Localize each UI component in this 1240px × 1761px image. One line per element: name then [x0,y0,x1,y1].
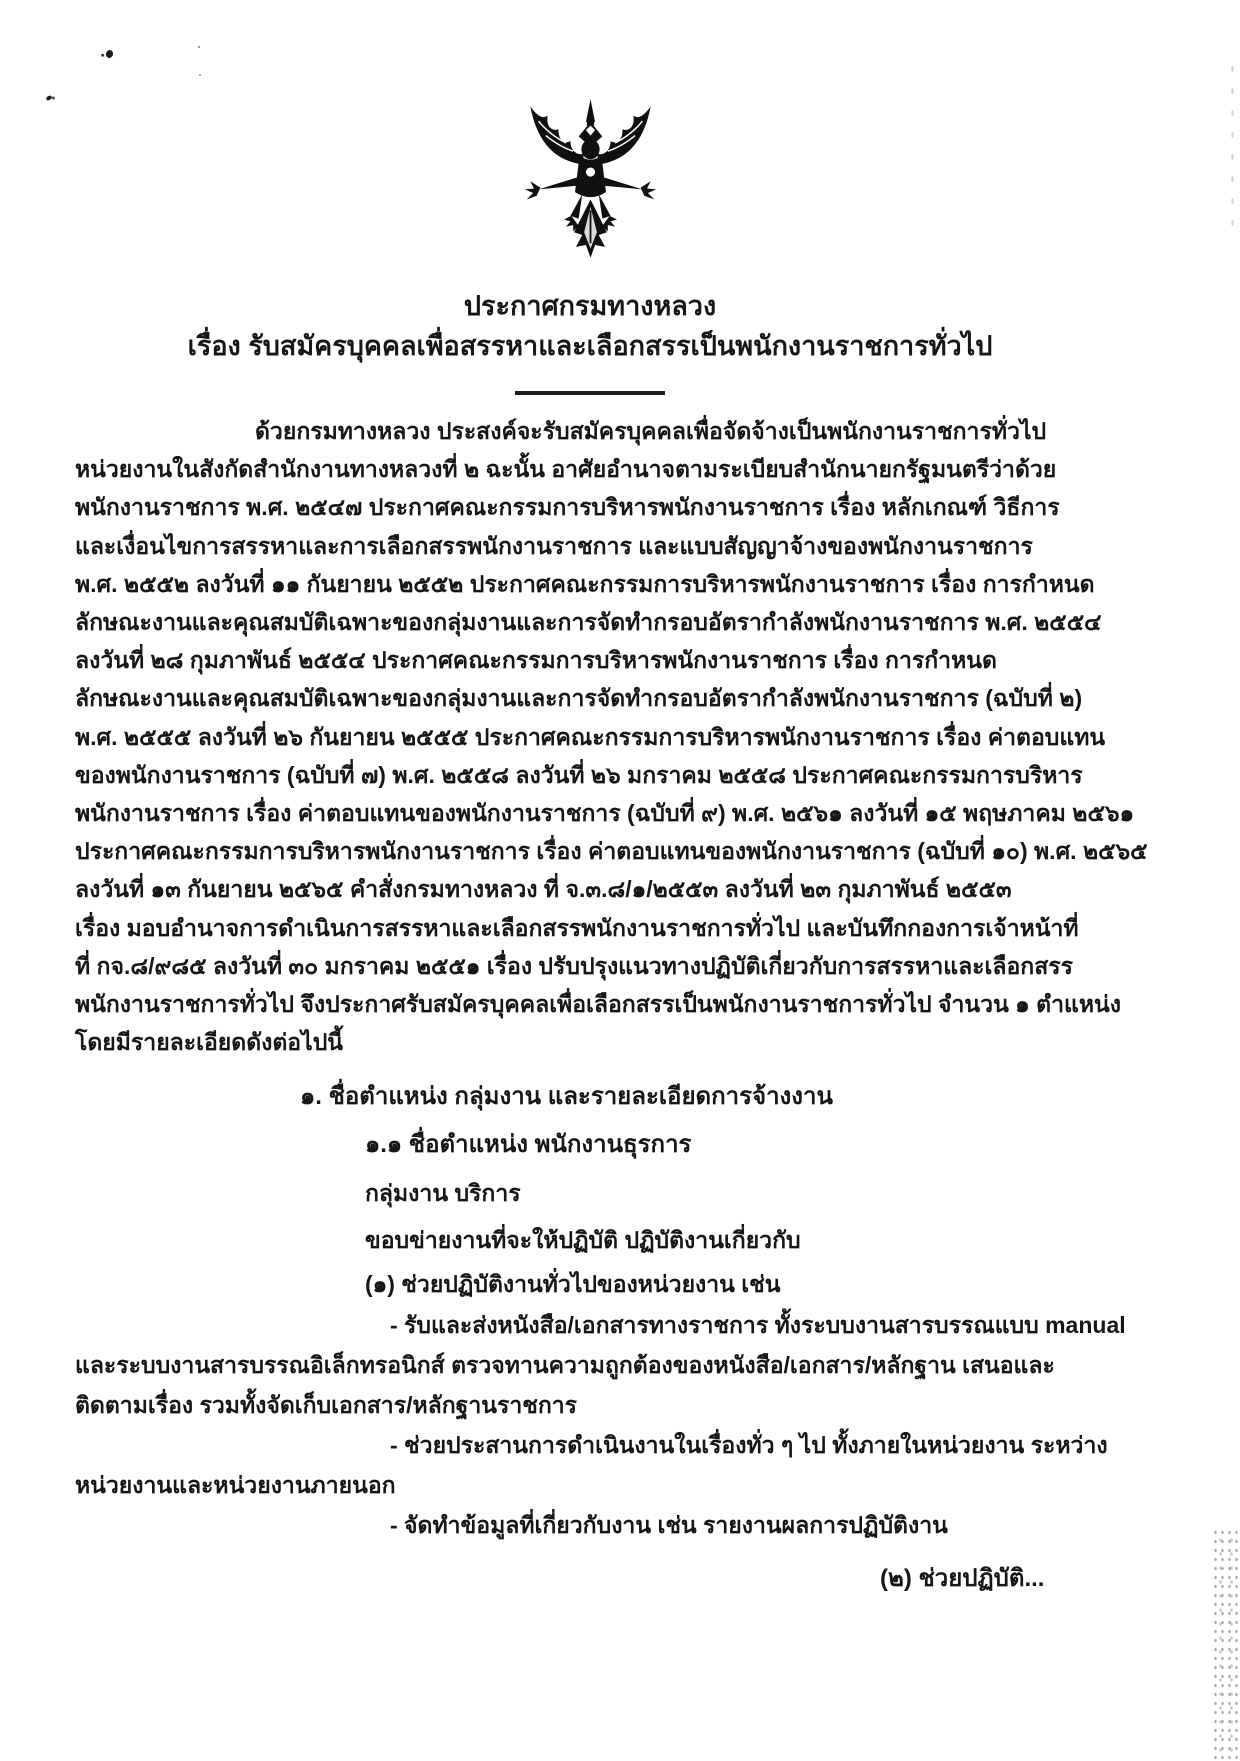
paragraph-line: ลักษณะงานและคุณสมบัติเฉพาะของกลุ่มงานและการจัดทำกรอบอัตรากำลังพนักงานราชการ พ.ศ. ๒๕๕๔ [75,609,1102,636]
paragraph-line: และเงื่อนไขการสรรหาและการเลือกสรรพนักงานราชการ และแบบสัญญาจ้างของพนักงานราชการ [75,532,1033,559]
paragraph-line: โดยมีรายละเอียดดังต่อไปนี้ [75,1029,344,1056]
duty-detail-line: - รับและส่งหนังสือ/เอกสารทางราชการ ทั้งระบบงานสารบรรณแบบ manual [390,1312,1126,1339]
document-title: ประกาศกรมทางหลวง [463,291,717,321]
scan-speck [45,95,52,102]
section-1-heading: ๑. ชื่อตำแหน่ง กลุ่มงาน และรายละเอียดการจ้างงาน [300,1083,833,1111]
garuda-emblem-icon [75,96,1105,286]
duty-item-1: (๑) ช่วยปฏิบัติงานทั่วไปของหน่วยงาน เช่น [365,1271,781,1298]
paragraph-line: ด้วยกรมทางหลวง ประสงค์จะรับสมัครบุคคลเพื่อจัดจ้างเป็นพนักงานราชการทั่วไป [255,418,1047,444]
paragraph-line: พ.ศ. ๒๕๕๕ ลงวันที่ ๒๖ กันยายน ๒๕๕๕ ประกาศคณะกรรมการบริหารพนักงานราชการ เรื่อง ค่าตอบแทน [75,723,1106,750]
duty-detail-line: และระบบงานสารบรรณอิเล็กทรอนิกส์ ตรวจทานความถูกต้องของหนังสือ/เอกสาร/หลักฐาน เสนอและ [75,1352,1055,1379]
paragraph-line: พนักงานราชการ เรื่อง ค่าตอบแทนของพนักงานราชการ (ฉบับที่ ๙) พ.ศ. ๒๕๖๑ ลงวันที่ ๑๕ พฤษภาคม ๒๕๖๑ [75,800,1135,827]
paragraph-line: ลงวันที่ ๒๘ กุมภาพันธ์ ๒๕๕๔ ประกาศคณะกรรมการบริหารพนักงานราชการ เรื่อง การกำหนด [75,647,997,674]
document-header [75,286,1105,366]
document-subject: เรื่อง รับสมัครบุคคลเพื่อสรรหาและเลือกสรรเป็นพนักงานราชการทั่วไป [187,331,993,361]
section-1-1-subheading: ๑.๑ ชื่อตำแหน่ง พนักงานธุรการ [365,1131,692,1159]
title-divider [75,382,1105,400]
duty-detail-line: ติดตามเรื่อง รวมทั้งจัดเก็บเอกสาร/หลักฐานราชการ [75,1392,578,1419]
duty-detail-line: - จัดทำข้อมูลที่เกี่ยวกับงาน เช่น รายงานผลการปฏิบัติงาน [390,1512,948,1539]
paragraph-line: ลงวันที่ ๑๓ กันยายน ๒๕๖๕ คำสั่งกรมทางหลวง ที่ จ.๓.๘/๑/๒๕๕๓ ลงวันที่ ๒๓ กุมภาพันธ์ ๒๕๕๓ [75,876,1012,903]
paragraph-line: พนักงานราชการ พ.ศ. ๒๕๔๗ ประกาศคณะกรรมการบริหารพนักงานราชการ เรื่อง หลักเกณฑ์ วิธีการ [75,494,1060,521]
paragraph-line: ของพนักงานราชการ (ฉบับที่ ๗) พ.ศ. ๒๕๕๘ ลงวันที่ ๒๖ มกราคม ๒๕๕๘ ประกาศคณะกรรมการบริหาร [75,761,1083,788]
scan-speck [198,46,200,48]
duty-detail-line: หน่วยงานและหน่วยงานภายนอก [75,1472,396,1499]
paragraph-line: ลักษณะงานและคุณสมบัติเฉพาะของกลุ่มงานและการจัดทำกรอบอัตรากำลังพนักงานราชการ (ฉบับที่ ๒) [75,685,1083,712]
document-body [75,412,1215,1545]
scan-speck [199,74,201,76]
scan-edge-noise [1228,58,1240,228]
scan-speck [105,49,114,59]
paragraph-line: ประกาศคณะกรรมการบริหารพนักงานราชการ เรื่อง ค่าตอบแทนของพนักงานราชการ (ฉบับที่ ๑๐) พ.ศ. ๒๕๖๕ [75,838,1148,865]
duty-detail-line: - ช่วยประสานการดำเนินงานในเรื่องทั่ว ๆ ไป ทั้งภายในหน่วยงาน ระหว่าง [390,1432,1108,1459]
paragraph-line: หน่วยงานในสังกัดสำนักงานทางหลวงที่ ๒ ฉะนั้น อาศัยอำนาจตามระเบียบสำนักนายกรัฐมนตรีว่าด้วย [75,456,1057,483]
page-continuation-note: (๒) ช่วยปฏิบัติ... [880,1565,1045,1592]
paragraph-line: พนักงานราชการทั่วไป จึงประกาศรับสมัครบุคคลเพื่อเลือกสรรเป็นพนักงานราชการทั่วไป จำนวน ๑ ตำแหน่ง [75,991,1121,1018]
paragraph-line: พ.ศ. ๒๕๕๒ ลงวันที่ ๑๑ กันยายน ๒๕๕๒ ประกาศคณะกรรมการบริหารพนักงานราชการ เรื่อง การกำหนด [75,570,1095,597]
paragraph-line: ที่ กจ.๘/๙๘๕ ลงวันที่ ๓๐ มกราคม ๒๕๕๑ เรื่อง ปรับปรุงแนวทางปฏิบัติเกี่ยวกับการสรรหาและเลือกสรร [75,952,1073,979]
paragraph-line: เรื่อง มอบอำนาจการดำเนินการสรรหาและเลือกสรรพนักงานราชการทั่วไป และบันทึกกองการเจ้าหน้าที่ [75,914,1079,941]
divider-line [515,391,665,395]
scan-edge-noise [1212,1528,1240,1761]
work-group-line: กลุ่มงาน บริการ [365,1180,521,1207]
scope-of-work-heading: ขอบข่ายงานที่จะให้ปฏิบัติ ปฏิบัติงานเกี่ยวกับ [365,1227,801,1254]
